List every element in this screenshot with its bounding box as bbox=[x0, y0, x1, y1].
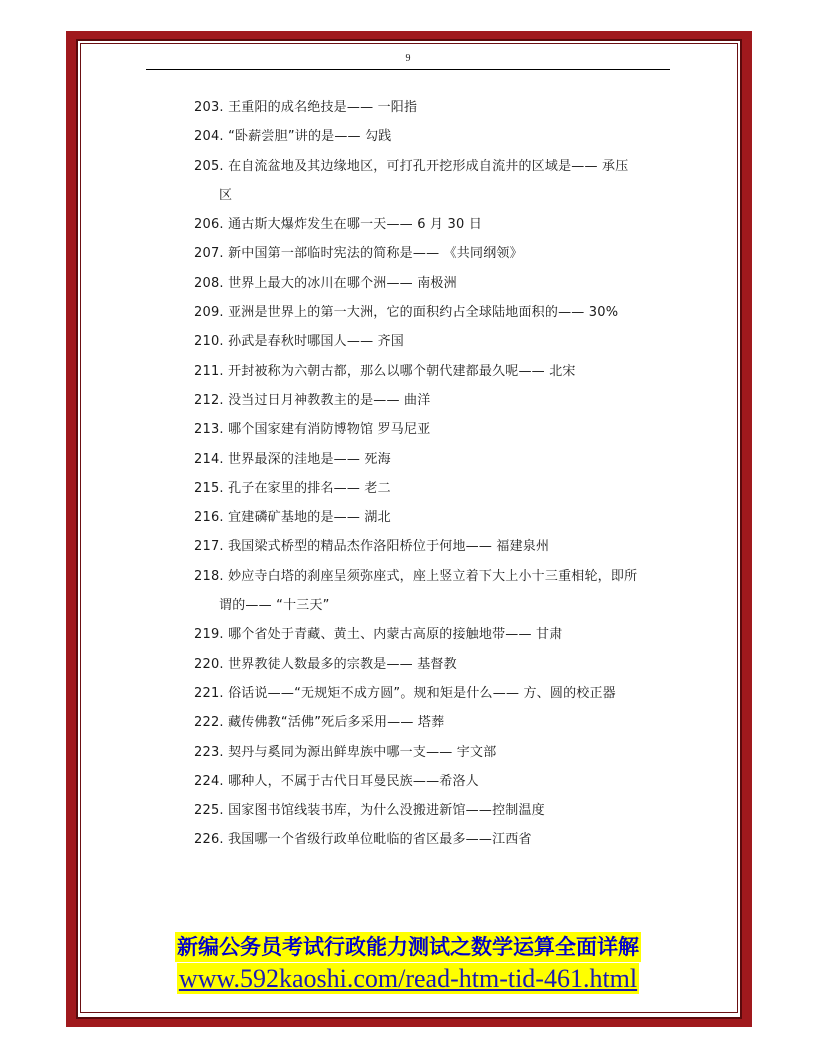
list-item: 216. 宜建磷矿基地的是—— 湖北 bbox=[194, 510, 391, 526]
list-item: 223. 契丹与奚同为源出鲜卑族中哪一支—— 宇文部 bbox=[194, 744, 497, 760]
list-item: 224. 哪种人，不属于古代日耳曼民族——希洛人 bbox=[194, 773, 479, 789]
list-item: 215. 孔子在家里的排名—— 老二 bbox=[194, 480, 391, 496]
list-item: 207. 新中国第一部临时宪法的简称是—— 《共同纲领》 bbox=[194, 246, 523, 262]
list-item: 217. 我国梁式桥型的精品杰作洛阳桥位于何地—— 福建泉州 bbox=[194, 539, 550, 555]
list-item: 218. 妙应寺白塔的刹座呈须弥座式，座上竖立着下大上小十三重相轮，即所谓的—— “十三天” bbox=[194, 568, 638, 614]
ad-title-link[interactable]: 新编公务员考试行政能力测试之数学运算全面详解 bbox=[175, 932, 641, 962]
list-item: 203. 王重阳的成名绝技是—— 一阳指 bbox=[194, 100, 418, 115]
header-divider bbox=[146, 69, 670, 70]
list-item: 226. 我国哪一个省级行政单位毗临的省区最多——江西省 bbox=[194, 832, 532, 848]
footer-ad bbox=[0, 932, 816, 994]
list-item: 225. 国家图书馆线装书库，为什么没搬进新馆——控制温度 bbox=[194, 803, 545, 819]
list-item: 220. 世界教徒人数最多的宗教是—— 基督教 bbox=[194, 656, 457, 672]
list-item: 222. 藏传佛教“活佛”死后多采用—— 塔葬 bbox=[194, 715, 445, 731]
qa-list bbox=[194, 93, 640, 855]
list-item: 211. 开封被称为六朝古都，那么以哪个朝代建都最久呢—— 北宋 bbox=[194, 363, 576, 379]
list-item: 205. 在自流盆地及其边缘地区，可打孔开挖形成自流井的区域是—— 承压区 bbox=[194, 158, 629, 203]
list-item: 219. 哪个省处于青藏、黄土、内蒙古高原的接触地带—— 甘肃 bbox=[194, 627, 563, 643]
list-item: 208. 世界上最大的冰川在哪个洲—— 南极洲 bbox=[194, 275, 457, 291]
list-item: 213. 哪个国家建有消防博物馆 罗马尼亚 bbox=[194, 422, 431, 438]
list-item: 206. 通古斯大爆炸发生在哪一天—— 6 月 30 日 bbox=[194, 217, 483, 233]
list-item: 214. 世界最深的洼地是—— 死海 bbox=[194, 451, 391, 467]
list-item: 210. 孙武是春秋时哪国人—— 齐国 bbox=[194, 334, 405, 350]
list-item: 209. 亚洲是世界上的第一大洲，它的面积约占全球陆地面积的—— 30% bbox=[194, 305, 619, 321]
page-number: 9 bbox=[405, 53, 411, 64]
list-item: 212. 没当过日月神教教主的是—— 曲洋 bbox=[194, 392, 431, 408]
list-item: 204. “卧薪尝胆”讲的是—— 勾践 bbox=[194, 129, 392, 145]
ad-url-link[interactable]: www.592kaoshi.com/read-htm-tid-461.html bbox=[178, 964, 638, 993]
list-item: 221. 俗话说——“无规矩不成方圆”。规和矩是什么—— 方、圆的校正器 bbox=[194, 685, 616, 701]
